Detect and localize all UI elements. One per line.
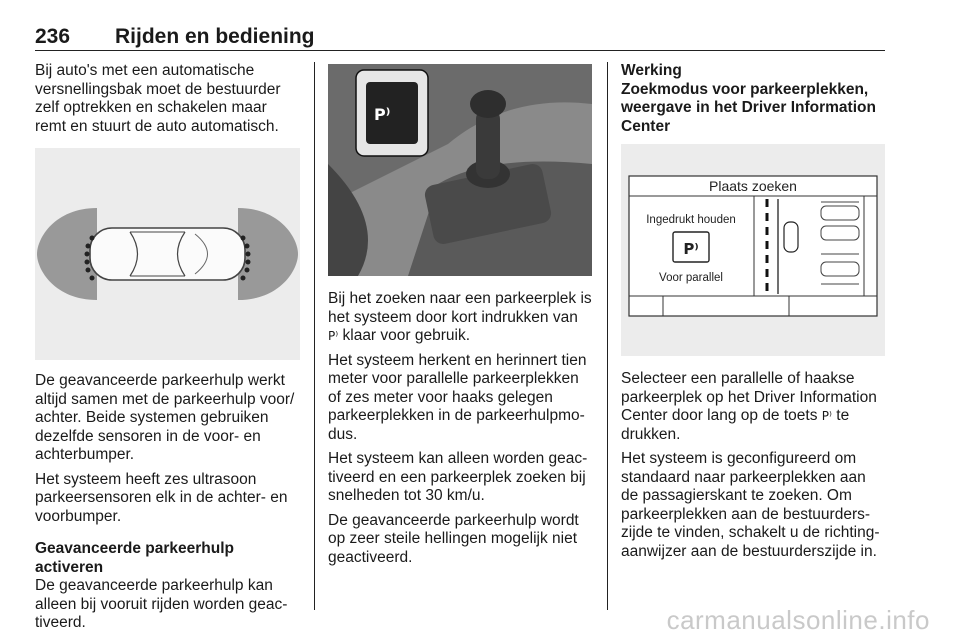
- dic-parallel-label: Voor parallel: [659, 272, 723, 284]
- recognition-paragraph: Het systeem herkent en herinnert tien meter voor parallelle parkeerplekken of zes meter voor haaks gelegen parkeerplekken in de parkeerhulpmodus.: [328, 351, 587, 443]
- select-text-b: te drukken.: [621, 407, 850, 443]
- speed-paragraph: Het systeem kan alleen worden geactiveerd en een parkeerplek zoeken bij snelheden tot 30 km/u.: [328, 450, 588, 504]
- column-divider: [314, 62, 315, 610]
- slope-paragraph: De geavanceerde parkeerhulp wordt op zeer steile hellingen mogelijk niet geactiveerd.: [328, 511, 579, 566]
- park-button-icon: P⁾: [821, 409, 832, 423]
- console-illustration: [328, 64, 592, 276]
- column-middle: [328, 62, 592, 573]
- dic-hold-label: Ingedrukt houden: [646, 214, 736, 226]
- section-subheading: Zoekmodus voor parkeerplekken, weergave in het Driver Information Center: [621, 80, 876, 135]
- search-text-b: klaar voor gebruik.: [342, 327, 471, 344]
- car-sensor-diagram: [35, 148, 300, 360]
- sensor-zone-illustration: [35, 148, 300, 360]
- chapter-title: Rijden en bediening: [115, 25, 315, 48]
- dic-illustration: [621, 144, 885, 356]
- section-heading: Geavanceerde parkeerhulp activeren: [35, 540, 235, 576]
- select-paragraph: [621, 370, 887, 444]
- sensor-paragraph-2: Het systeem heeft zes ultrasoon parkeersensoren elk in de achter- en voorbumper.: [35, 470, 288, 525]
- park-button-photo: [328, 64, 592, 276]
- watermark: carmanualsonline.info: [666, 605, 930, 635]
- page-number: 236: [35, 25, 71, 48]
- intro-paragraph: Bij auto's met een automatische versnellingsbak moet de bestuurder zelf optrekken en schakelen maar remt en stuurt de auto automatisch.: [35, 62, 281, 135]
- driver-information-center-display: [621, 144, 885, 356]
- column-right: [621, 62, 887, 567]
- sensor-paragraph-1: De geavanceerde parkeerhulp werkt altijd samen met de parkeerhulp voor/ achter. Beide systemen gebruiken dezelfde sensoren in de voor- en achterbumper.: [35, 372, 295, 463]
- column-divider: [607, 62, 608, 610]
- search-text-a: Bij het zoeken naar een parkeerplek is het systeem door kort indrukken van: [328, 290, 592, 326]
- select-text-a: Selecteer een parallelle of haakse parkeerplek op het Driver Information Center door lang op de toets: [621, 370, 877, 424]
- activation-paragraph: De geavanceerde parkeerhulp kan alleen bij vooruit rijden worden geactiveerd.: [35, 577, 288, 631]
- configuration-paragraph: Het systeem is geconfigureerd om standaard naar parkeerplekken aan de passagierskant te zoeken. Om parkeerplekken aan de bestuurderszijde te vinden, schakelt u de richtingaanwijzer aan de bestuurderszijde in.: [621, 450, 880, 560]
- dic-park-button-label: P⁾: [683, 240, 699, 258]
- park-button-icon: P⁾: [328, 329, 339, 343]
- column-left: [35, 62, 300, 639]
- section-heading-werking: Werking: [621, 62, 682, 79]
- dic-title: Plaats zoeken: [709, 178, 797, 194]
- svg-text:P⁾: P⁾: [374, 105, 391, 124]
- search-paragraph: [328, 290, 592, 346]
- page-header: [35, 20, 885, 51]
